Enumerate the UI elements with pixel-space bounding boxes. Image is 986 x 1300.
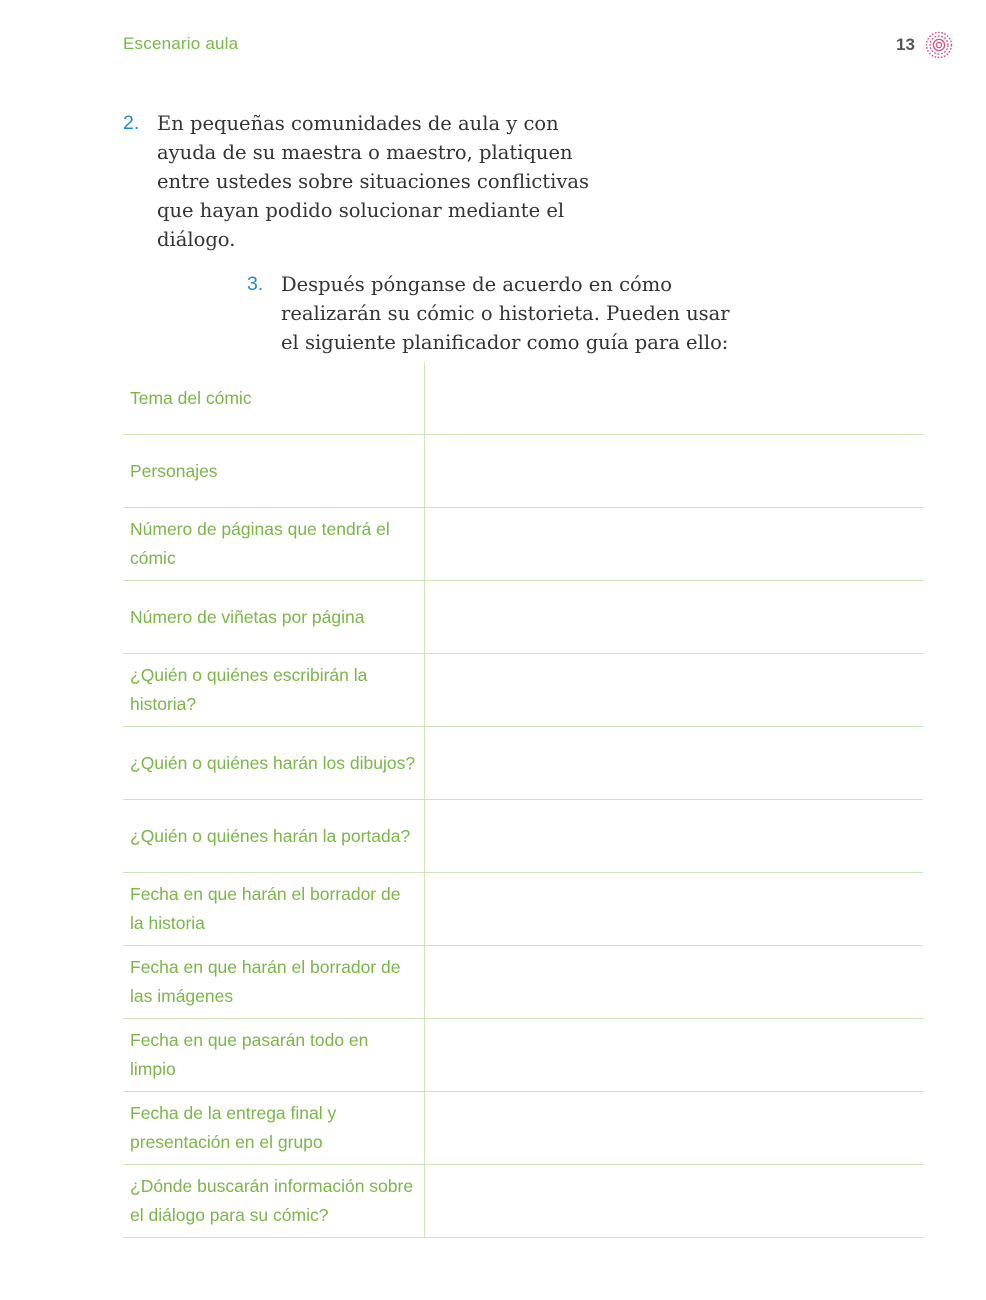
instruction-line: realizarán su cómic o historieta. Pueden usar (281, 302, 730, 325)
planner-row (123, 873, 923, 946)
comic-planner-table (123, 362, 923, 1238)
instruction-number: 2. (123, 112, 140, 134)
planner-answer-cell[interactable] (425, 362, 923, 434)
instruction-number: 3. (247, 273, 264, 295)
planner-row (123, 654, 923, 727)
planner-answer-cell[interactable] (425, 1019, 923, 1091)
instruction-2 (123, 109, 590, 254)
planner-row-label: Fecha en que pasarán todo en limpio (123, 1019, 425, 1091)
page-number: 13 (896, 35, 915, 54)
planner-row-label: Personajes (123, 435, 425, 507)
planner-row (123, 1165, 923, 1238)
planner-row-label: Fecha en que harán el borrador de la historia (123, 873, 425, 945)
planner-row (123, 435, 923, 508)
instruction-line: En pequeñas comunidades de aula y con (157, 112, 559, 135)
section-title: Escenario aula (123, 34, 239, 53)
planner-row (123, 800, 923, 873)
planner-row (123, 1092, 923, 1165)
instruction-line: entre ustedes sobre situaciones conflictivas (157, 170, 590, 193)
planner-answer-cell[interactable] (425, 800, 923, 872)
instruction-line: ayuda de su maestra o maestro, platiquen (157, 141, 573, 164)
planner-row-label: ¿Quién o quiénes harán la portada? (123, 800, 425, 872)
instruction-3 (247, 270, 730, 357)
planner-answer-cell[interactable] (425, 1092, 923, 1164)
planner-row-label: ¿Dónde buscarán información sobre el diálogo para su cómic? (123, 1165, 425, 1237)
planner-row-label: Fecha de la entrega final y presentación en el grupo (123, 1092, 425, 1164)
planner-answer-cell[interactable] (425, 508, 923, 580)
concentric-flower-icon (924, 30, 954, 60)
instruction-line: Después pónganse de acuerdo en cómo (281, 273, 672, 296)
planner-row (123, 362, 923, 435)
planner-row-label: ¿Quién o quiénes harán los dibujos? (123, 727, 425, 799)
planner-row (123, 727, 923, 800)
planner-row (123, 581, 923, 654)
planner-row-label: Número de páginas que tendrá el cómic (123, 508, 425, 580)
planner-row-label: Número de viñetas por página (123, 581, 425, 653)
planner-row (123, 508, 923, 581)
planner-answer-cell[interactable] (425, 873, 923, 945)
planner-answer-cell[interactable] (425, 1165, 923, 1237)
planner-row-label: ¿Quién o quiénes escribirán la historia? (123, 654, 425, 726)
instruction-line: el siguiente planificador como guía para ello: (281, 331, 729, 354)
planner-answer-cell[interactable] (425, 435, 923, 507)
instruction-line: que hayan podido solucionar mediante el (157, 199, 565, 222)
planner-answer-cell[interactable] (425, 654, 923, 726)
planner-row (123, 1019, 923, 1092)
planner-answer-cell[interactable] (425, 946, 923, 1018)
planner-answer-cell[interactable] (425, 727, 923, 799)
page-number-block (896, 30, 954, 60)
planner-answer-cell[interactable] (425, 581, 923, 653)
planner-row (123, 946, 923, 1019)
instruction-line: diálogo. (157, 228, 236, 251)
planner-row-label: Fecha en que harán el borrador de las imágenes (123, 946, 425, 1018)
planner-row-label: Tema del cómic (123, 362, 425, 434)
